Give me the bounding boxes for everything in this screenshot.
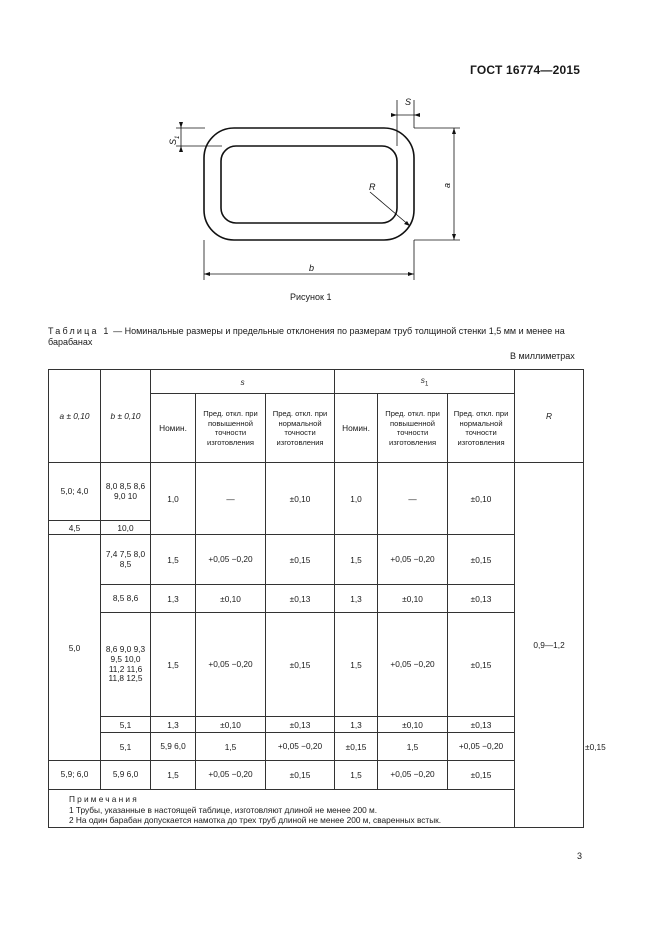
cell-b: 5,9 6,0 [101, 761, 151, 790]
document-header: ГОСТ 16774—2015 [470, 63, 581, 77]
header-s1-nom: Номин. [335, 394, 378, 463]
cell-s1-nom: 1,5 [378, 733, 448, 761]
cell-s-nom: 1,5 [151, 761, 196, 790]
cell-s1-high: ±0,10 [378, 717, 448, 733]
header-s-nom: Номин. [151, 394, 196, 463]
cell-s-high: +0,05 −0,20 [196, 613, 266, 717]
label-s1: S [168, 138, 178, 145]
header-s1: $s_1$ [335, 370, 515, 394]
table-title-prefix: Таблица 1 [48, 326, 111, 336]
cell-s-norm: ±0,13 [266, 717, 335, 733]
cell-b: 5,1 [101, 717, 151, 733]
page-number: 3 [577, 851, 583, 861]
header-b: b ± 0,10 [101, 370, 151, 463]
header-r: R [515, 370, 584, 463]
cell-s1-high: +0,05 −0,20 [448, 733, 515, 761]
cell-s-norm: ±0,15 [266, 613, 335, 717]
cell-s1-high: — [378, 463, 448, 535]
cell-s-nom: 1,5 [196, 733, 266, 761]
cell-s1-norm: ±0,13 [448, 585, 515, 613]
header-s1-high: Пред. откл. при повышенной точности изготовления [378, 394, 448, 463]
cell-a: 5,0 [49, 535, 101, 761]
cell-a: 5,1 [101, 733, 151, 761]
cell-a: 4,5 [49, 521, 101, 535]
cell-s-high: +0,05 −0,20 [266, 733, 335, 761]
header-s-normal: Пред. откл. при нормальной точности изготовления [266, 394, 335, 463]
cell-s-nom: 1,3 [151, 717, 196, 733]
label-s1-sub: 1 [175, 135, 181, 139]
cell-b: 8,0 8,5 8,6 9,0 10 [101, 463, 151, 521]
cell-s-high: — [196, 463, 266, 535]
cell-s1-nom: 1,5 [335, 613, 378, 717]
cell-s-high: ±0,10 [196, 585, 266, 613]
cell-s1-norm: ±0,10 [448, 463, 515, 535]
cell-s-nom: 1,5 [151, 535, 196, 585]
cell-s-norm: ±0,15 [266, 535, 335, 585]
table-title-text: — Номинальные размеры и предельные отклонения по размерам труб толщиной стенки 1,5 мм и менее на барабанах [48, 326, 565, 347]
cell-b: 8,5 8,6 [101, 585, 151, 613]
tube-cross-section-figure [160, 90, 470, 290]
cell-s-high: +0,05 −0,20 [196, 535, 266, 585]
cell-s1-nom: 1,3 [335, 717, 378, 733]
cell-s1-nom: 1,0 [335, 463, 378, 535]
cell-s1-high: ±0,10 [378, 585, 448, 613]
cell-b: 8,6 9,0 9,3 9,5 10,0 11,2 11,6 11,8 12,5 [101, 613, 151, 717]
cell-s-norm: ±0,13 [266, 585, 335, 613]
cell-s-norm: ±0,15 [266, 761, 335, 790]
cell-s-nom: 1,3 [151, 585, 196, 613]
cell-s1-norm: ±0,15 [448, 761, 515, 790]
cell-s1-norm: ±0,15 [448, 535, 515, 585]
table-title [48, 326, 584, 348]
header-a: а ± 0,10 [49, 370, 101, 463]
note-2: 2 На один барабан допускается намотка до трех труб длиной не менее 200 м, сваренных встык. [69, 815, 442, 826]
cell-s-norm: ±0,15 [335, 733, 378, 761]
cell-s-norm: ±0,10 [266, 463, 335, 535]
label-b: b [309, 263, 315, 273]
cell-s1-high: +0,05 −0,20 [378, 761, 448, 790]
cell-s1-high: +0,05 −0,20 [378, 535, 448, 585]
cell-s1-high: +0,05 −0,20 [378, 613, 448, 717]
dimensions-table: а ± 0,10 b ± 0,10 s $s_1$ R Номин. Пред. откл. при повышенной точности изготовления Пред. откл. при нормальной точности изготовления Номин. Пред. откл. при повышенной точности изготовления Пред. откл. при нормальной точности изготовления 5,0; 4,0 8,0 8,5 8,6 9,0 10 1,0 — ±0,10 1,0 — ±0,10 0,9—1,2 4,5 10,0 5,0 7,4 7,5 8,0 8,5 1,5 +0,05 −0,20 ±0,15 1,5 +0,05 −0,20 ±0,15 8,5 8,6 1,3 ±0,10 ±0,13 1,3 ±0,10 ±0,13 8,6 9,0 9,3 9,5 10,0 11,2 11,6 11,8 12,5 1,5 +0,05 −0,20 ±0,15 1,5 +0,05 −0,20 ±0,15 5,1 1,3 ±0,10 ±0,13 1,3 ±0,10 ±0,13 5,1 5,9 6,0 1,5 +0,05 −0,20 ±0,15 1,5 +0,05 −0,20 ±0,15 5,9; 6,0 5,9 6,0 1,5 +0,05 −0,20 ±0,15 1,5 +0,05 −0,20 ±0,15 Примечания 1 Трубы, указанные в настоящей таблице, изготовляют длиной не менее 200 м. 2 На один барабан допускается намотка до трех труб длиной не менее 200 м, сваренных встык. [48, 369, 584, 828]
label-a: a [442, 182, 452, 188]
cell-s-high: +0,05 −0,20 [196, 761, 266, 790]
header-s1-normal: Пред. откл. при нормальной точности изготовления [448, 394, 515, 463]
table-units: В миллиметрах [510, 351, 575, 361]
cell-s1-norm: ±0,13 [448, 717, 515, 733]
cell-b: 10,0 [101, 521, 151, 535]
notes-title: Примечания [69, 794, 139, 805]
cell-a: 5,9; 6,0 [49, 761, 101, 790]
cell-s1-nom: 1,3 [335, 585, 378, 613]
cell-s-high: ±0,10 [196, 717, 266, 733]
cell-s1-nom: 1,5 [335, 535, 378, 585]
cell-b: 7,4 7,5 8,0 8,5 [101, 535, 151, 585]
header-s-high: Пред. откл. при повышенной точности изготовления [196, 394, 266, 463]
cell-s-nom: 1,5 [151, 613, 196, 717]
label-s: S [405, 97, 412, 107]
table-notes [49, 790, 584, 828]
cell-r: 0,9—1,2 [515, 463, 584, 828]
cell-a: 5,0; 4,0 [49, 463, 101, 521]
cell-s1-norm: ±0,15 [448, 613, 515, 717]
note-1: 1 Трубы, указанные в настоящей таблице, изготовляют длиной не менее 200 м. [69, 804, 378, 815]
cell-s1-nom: 1,5 [335, 761, 378, 790]
cell-b: 5,9 6,0 [151, 733, 196, 761]
figure-caption: Рисунок 1 [290, 292, 332, 302]
cell-s-nom: 1,0 [151, 463, 196, 535]
header-s: s [151, 370, 335, 394]
label-r: R [369, 182, 376, 192]
